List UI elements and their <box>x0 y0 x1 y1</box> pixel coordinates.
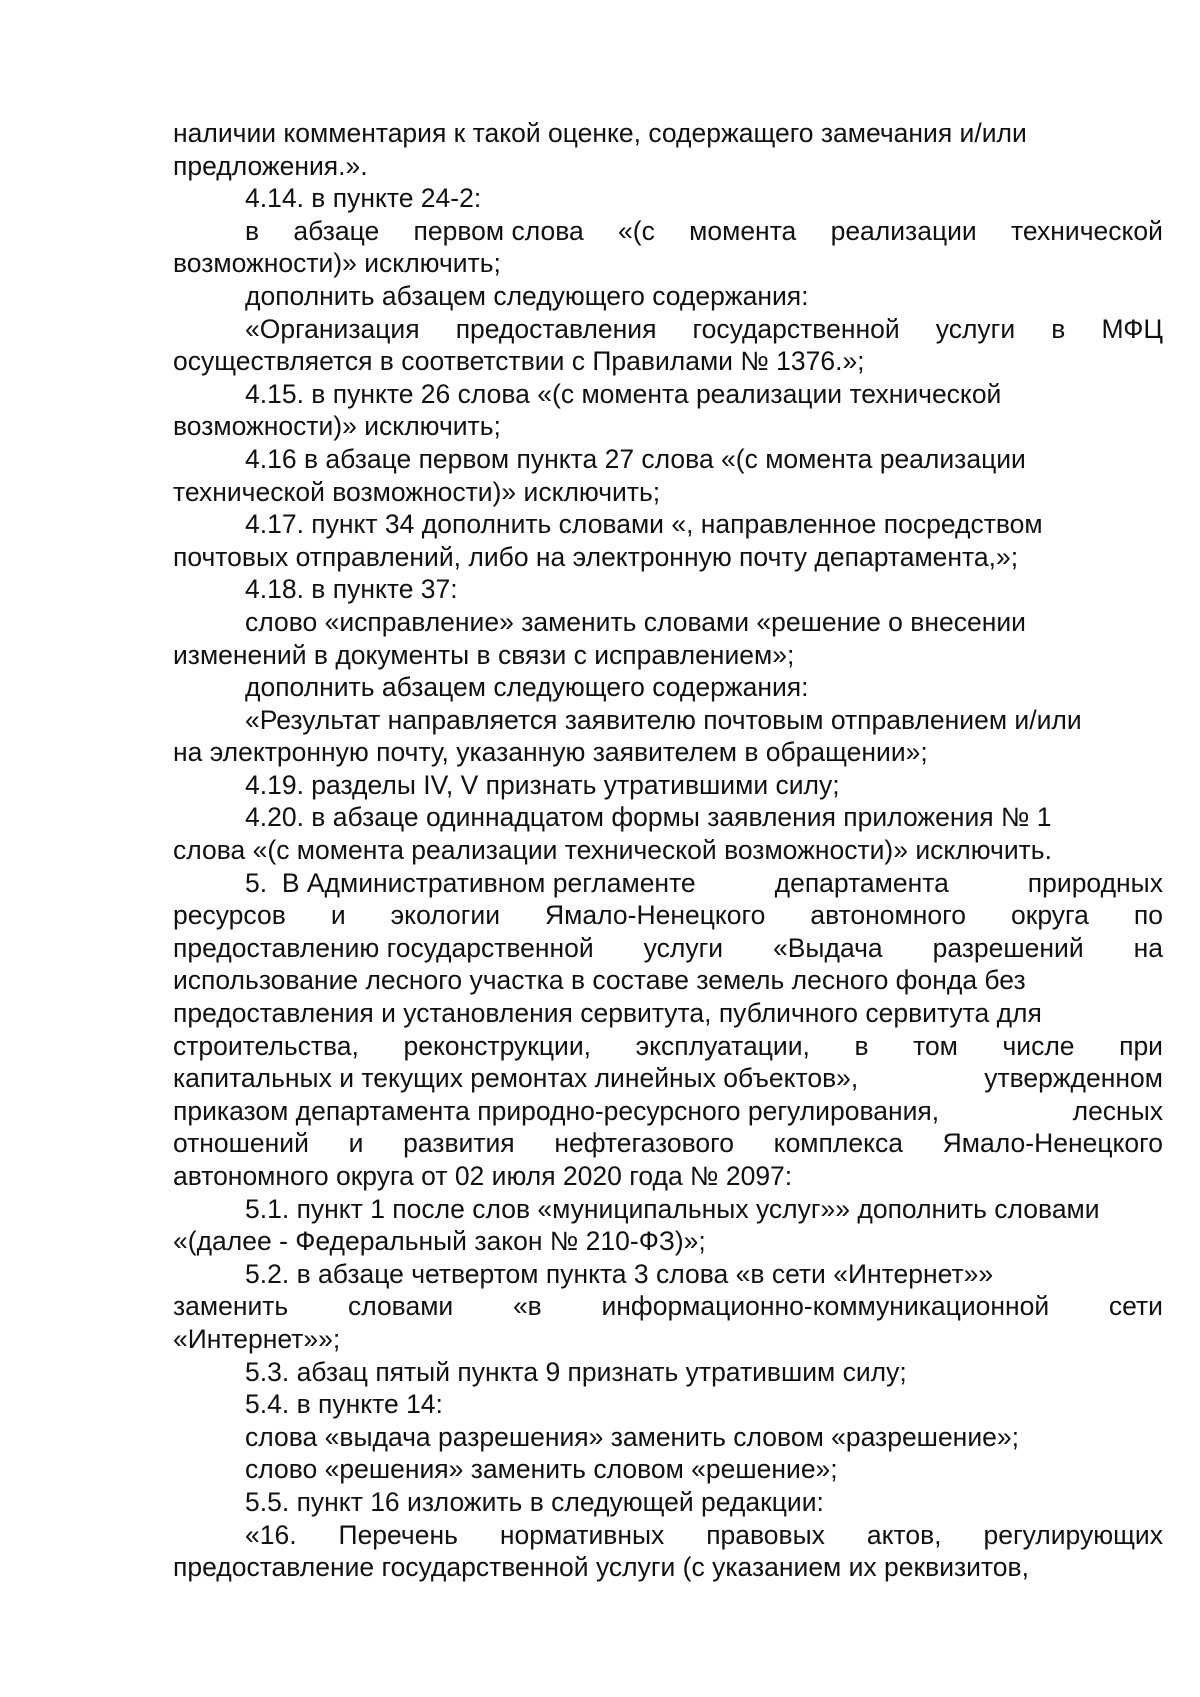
text-line <box>173 508 1163 541</box>
text-run: изменений в документы в связи с исправлением»; <box>173 639 795 670</box>
text-run: предложения.». <box>173 150 368 181</box>
text-run: дополнить абзацем следующего содержания: <box>245 280 809 311</box>
text-line <box>173 1160 1163 1193</box>
text-run: 4.16 в абзаце первом пункта 27 слова «(с момента реализации <box>245 443 1026 474</box>
text-line <box>173 1486 1163 1519</box>
text-word: и <box>348 1128 364 1159</box>
text-word: государственной <box>692 313 900 344</box>
text-line <box>173 1421 1163 1454</box>
text-run: возможности)» исключить; <box>173 248 501 279</box>
text-word: реализации <box>830 215 977 246</box>
text-line <box>173 280 1163 313</box>
text-line <box>173 671 1163 704</box>
text-line <box>173 182 1163 215</box>
text-line <box>173 1193 1163 1226</box>
text-word: предоставления <box>455 313 657 344</box>
text-run: 4.19. разделы IV, V признать утратившими силу; <box>245 769 840 800</box>
text-word: МФЦ <box>1101 313 1163 344</box>
text-run: 4.15. в пункте 26 слова «(с момента реализации технической <box>245 378 1002 409</box>
text-line <box>173 215 1163 248</box>
text-word: утвержденном <box>984 1063 1163 1094</box>
text-line <box>173 606 1163 639</box>
text-word: в <box>1051 313 1066 344</box>
text-word: по <box>1133 900 1163 931</box>
text-word: ресурсов <box>173 900 286 931</box>
text-word: нефтегазового <box>554 1128 734 1159</box>
text-run: слово «исправление» заменить словами «решение о внесении <box>245 606 1026 637</box>
text-line <box>173 345 1163 378</box>
text-word: технической <box>1011 215 1163 246</box>
text-word: Ямало-Ненецкого <box>942 1128 1163 1159</box>
text-line <box>173 150 1163 183</box>
text-run: слово «решения» заменить словом «решение»; <box>245 1454 838 1485</box>
text-word: при <box>1119 1030 1163 1061</box>
text-run: возможности)» исключить; <box>173 411 501 442</box>
text-word: автономного <box>810 900 966 931</box>
text-line <box>173 1258 1163 1291</box>
text-run: «(далее - Федеральный закон № 210-ФЗ)»; <box>173 1226 706 1257</box>
text-word: актов, <box>866 1519 942 1550</box>
text-line <box>173 932 1163 965</box>
text-word: числе <box>1002 1030 1075 1061</box>
text-run: предоставления и установления сервитута, публичного сервитута для <box>173 998 1042 1029</box>
text-run: 5.3. абзац пятый пункта 9 признать утратившим силу; <box>245 1356 907 1387</box>
text-word: «(с <box>618 215 655 246</box>
text-word: в <box>854 1030 869 1061</box>
text-word: «Организация <box>245 313 420 344</box>
text-line <box>173 899 1163 932</box>
text-line <box>173 378 1163 411</box>
text-run: наличии комментария к такой оценке, содержащего замечания и/или <box>173 118 1027 148</box>
text-line <box>173 769 1163 802</box>
text-run: использование лесного участка в составе земель лесного фонда без <box>173 965 1026 996</box>
text-word: словами <box>347 1291 454 1322</box>
text-word: департамента <box>774 867 949 898</box>
text-word: услуги <box>643 932 724 963</box>
text-run: 4.17. пункт 34 дополнить словами «, направленное посредством <box>245 509 1043 540</box>
text-line <box>173 313 1163 346</box>
text-word: приказом департамента природно-ресурсного регулирования, <box>173 1095 940 1126</box>
text-word: Ямало-Ненецкого <box>545 900 766 931</box>
text-line <box>173 1127 1163 1160</box>
text-line <box>173 1551 1163 1584</box>
text-run: «Результат направляется заявителю почтовым отправлением и/или <box>245 704 1082 735</box>
text-word: комплекса <box>773 1128 903 1159</box>
text-run: технической возможности)» исключить; <box>173 476 661 507</box>
text-run: «Интернет»»; <box>173 1323 341 1354</box>
text-word: «Выдача <box>773 932 883 963</box>
text-word: экологии <box>390 900 500 931</box>
text-line <box>173 476 1163 509</box>
text-word: предоставлению государственной <box>173 932 594 963</box>
text-word: заменить <box>173 1291 289 1322</box>
text-run: автономного округа от 02 июля 2020 года № 2097: <box>173 1161 793 1191</box>
text-line <box>173 1095 1163 1128</box>
text-run: 5.2. в абзаце четвертом пункта 3 слова «в сети «Интернет»» <box>245 1258 994 1289</box>
text-word: лесных <box>1072 1095 1163 1126</box>
text-word: капитальных и текущих ремонтах линейных объектов», <box>173 1063 859 1094</box>
text-run: 4.20. в абзаце одиннадцатом формы заявления приложения № 1 <box>245 802 1052 833</box>
text-line <box>173 1356 1163 1389</box>
text-line <box>173 443 1163 476</box>
text-word: услуги <box>935 313 1016 344</box>
text-word: первом слова <box>413 215 584 246</box>
text-word: информационно-коммуникационной <box>601 1291 1050 1322</box>
text-line <box>173 801 1163 834</box>
text-line <box>173 964 1163 997</box>
text-run: на электронную почту, указанную заявителем в обращении»; <box>173 737 928 768</box>
text-run: 5.5. пункт 16 изложить в следующей редакции: <box>245 1486 824 1517</box>
text-run: слова «(с момента реализации технической возможности)» исключить. <box>173 835 1052 866</box>
text-word: эксплуатации, <box>635 1030 810 1061</box>
text-word: отношений <box>173 1128 309 1159</box>
text-word: абзаце <box>293 215 380 246</box>
text-line <box>173 1225 1163 1258</box>
text-word: разрешений <box>932 932 1084 963</box>
text-line <box>173 410 1163 443</box>
text-word: округа <box>1011 900 1089 931</box>
text-line <box>173 1062 1163 1095</box>
text-word: «в <box>512 1291 542 1322</box>
text-line <box>173 1388 1163 1421</box>
text-line <box>173 1453 1163 1486</box>
text-run: почтовых отправлений, либо на электронную почту департамента,»; <box>173 541 1019 572</box>
text-word: и <box>330 900 346 931</box>
text-word: на <box>1133 932 1163 963</box>
text-line <box>173 704 1163 737</box>
text-word: сети <box>1108 1291 1163 1322</box>
text-word: природных <box>1027 867 1163 898</box>
text-line <box>173 997 1163 1030</box>
text-word: «16. <box>245 1519 297 1550</box>
text-run: дополнить абзацем следующего содержания: <box>245 672 809 703</box>
text-run: предоставление государственной услуги (с указанием их реквизитов, <box>173 1552 1029 1583</box>
text-word: правовых <box>706 1519 825 1550</box>
text-word: том <box>913 1030 958 1061</box>
text-line <box>173 834 1163 867</box>
text-run: 4.18. в пункте 37: <box>245 574 458 605</box>
text-line <box>173 1519 1163 1552</box>
text-word: развития <box>403 1128 515 1159</box>
text-word: момента <box>689 215 797 246</box>
text-line <box>173 541 1163 574</box>
document-body <box>173 117 1163 1584</box>
text-run: слова «выдача разрешения» заменить словом «разрешение»; <box>245 1421 1019 1452</box>
text-run: 5.4. в пункте 14: <box>245 1389 443 1420</box>
text-word: нормативных <box>499 1519 665 1550</box>
text-word: регулирующих <box>983 1519 1163 1550</box>
text-word: Перечень <box>338 1519 458 1550</box>
text-word: в <box>245 215 260 246</box>
text-line <box>173 247 1163 280</box>
text-line <box>173 1290 1163 1323</box>
text-run: 5.1. пункт 1 после слов «муниципальных услуг»» дополнить словами <box>245 1193 1100 1224</box>
text-word: строительства, <box>173 1030 359 1061</box>
text-run: 4.14. в пункте 24-2: <box>245 183 482 214</box>
text-line <box>173 1323 1163 1356</box>
text-line <box>173 573 1163 606</box>
text-line <box>173 867 1163 900</box>
text-line <box>173 639 1163 672</box>
text-word: 5. В Административном регламенте <box>245 867 696 898</box>
text-run: осуществляется в соответствии с Правилами № 1376.»; <box>173 346 865 377</box>
text-line <box>173 736 1163 769</box>
text-word: реконструкции, <box>403 1030 592 1061</box>
text-line <box>173 117 1163 150</box>
text-line <box>173 1030 1163 1063</box>
